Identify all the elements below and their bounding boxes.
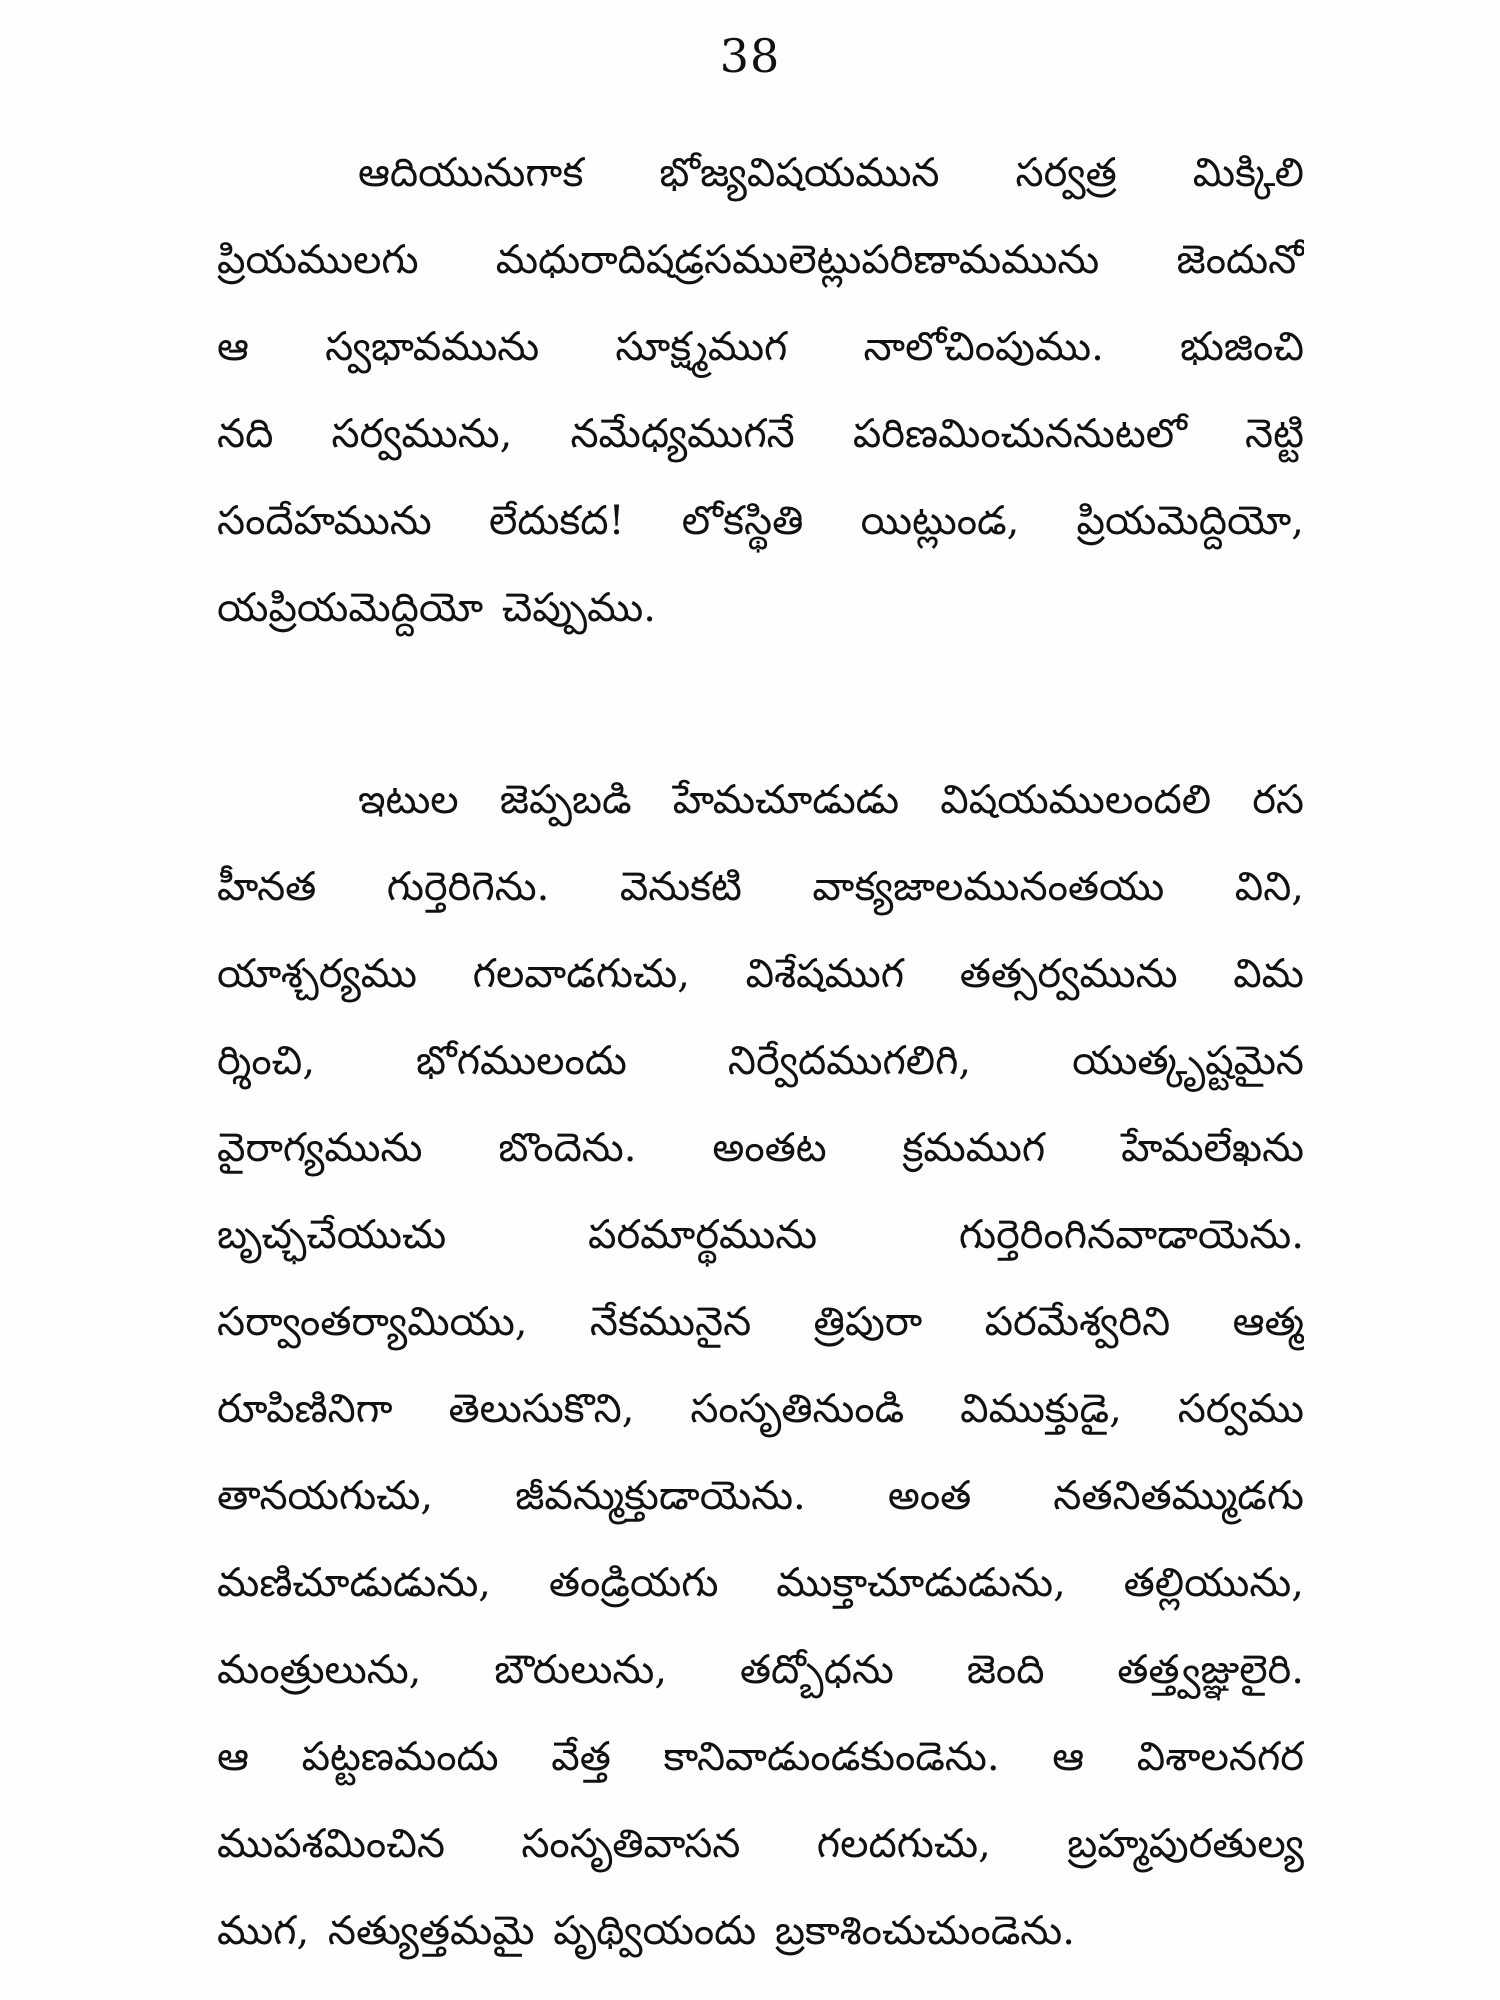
text-line: వైరాగ్యమును బొందెను. అంతట క్రమముగ హేమలేఖను — [217, 1125, 1304, 1171]
text-line: ఇటుల జెప్పబడి హేమచూడుడు విషయములందలి రస — [358, 777, 1304, 823]
text-line: హీనత గుర్తెరిగెను. వెనుకటి వాక్యజాలమునంతయు విని, — [217, 864, 1304, 910]
text-line: మణిచూడుడును, తండ్రియగు ముక్తాచూడుడును, తల్లియును, — [217, 1560, 1304, 1606]
text-line: ఆ స్వభావమును సూక్ష్మముగ నాలోచింపుము. భుజించి — [217, 324, 1304, 370]
text-line: ముగ, నత్యుత్తమమై పృథ్వియందు బ్రకాశించుచుండెను. — [217, 1908, 1075, 1954]
text-line: ప్రియములగు మధురాదిషడ్రసములెట్లుపరిణామమును జెందునో — [217, 237, 1304, 283]
text-line: సందేహమును లేదుకద! లోకస్థితి యిట్లుండ, ప్రియమెద్దియో, — [217, 498, 1304, 544]
text-line: ఆ పట్టణమందు వేత్త కానివాడుండకుండెను. ఆ విశాలనగర — [217, 1734, 1304, 1780]
text-line: ఆదియునుగాక భోజ్యవిషయమున సర్వత్ర మిక్కిలి — [358, 150, 1304, 196]
text-line: సర్వాంతర్యామియు, నేకమునైన త్రిపురా పరమేశ్వరిని ఆత్మ — [217, 1299, 1304, 1345]
text-line: ముపశమించిన సంసృతివాసన గలదగుచు, బ్రహ్మపురతుల్య — [217, 1821, 1304, 1867]
text-line: యాశ్చర్యము గలవాడగుచు, విశేషముగ తత్సర్వమును విమ — [217, 951, 1304, 997]
page-number: 38 — [719, 29, 781, 83]
text-line: ర్శించి, భోగములందు నిర్వేదముగలిగి, యుత్కృష్టమైన — [217, 1038, 1304, 1084]
text-line: నది సర్వమును, నమేధ్యముగనే పరిణమించుననుటలో నెట్టి — [217, 411, 1304, 457]
text-line: రూపిణినిగా తెలుసుకొని, సంసృతినుండి విముక్తుడై, సర్వము — [217, 1386, 1304, 1432]
text-line: మంత్రులును, బౌరులును, తద్బోధను జెంది తత్త్వజ్ఞులైరి. — [217, 1647, 1304, 1693]
paragraph-1 — [217, 130, 1304, 652]
text-line: బృచ్ఛచేయుచు పరమార్థమును గుర్తెరింగినవాడాయెను. — [217, 1212, 1304, 1258]
paragraph-2 — [217, 757, 1304, 1975]
text-line: యప్రియమెద్దియో చెప్పుము. — [217, 585, 656, 631]
text-line: తానయగుచు, జీవన్ముక్తుడాయెను. అంత నతనితమ్ముడగు — [217, 1473, 1304, 1519]
